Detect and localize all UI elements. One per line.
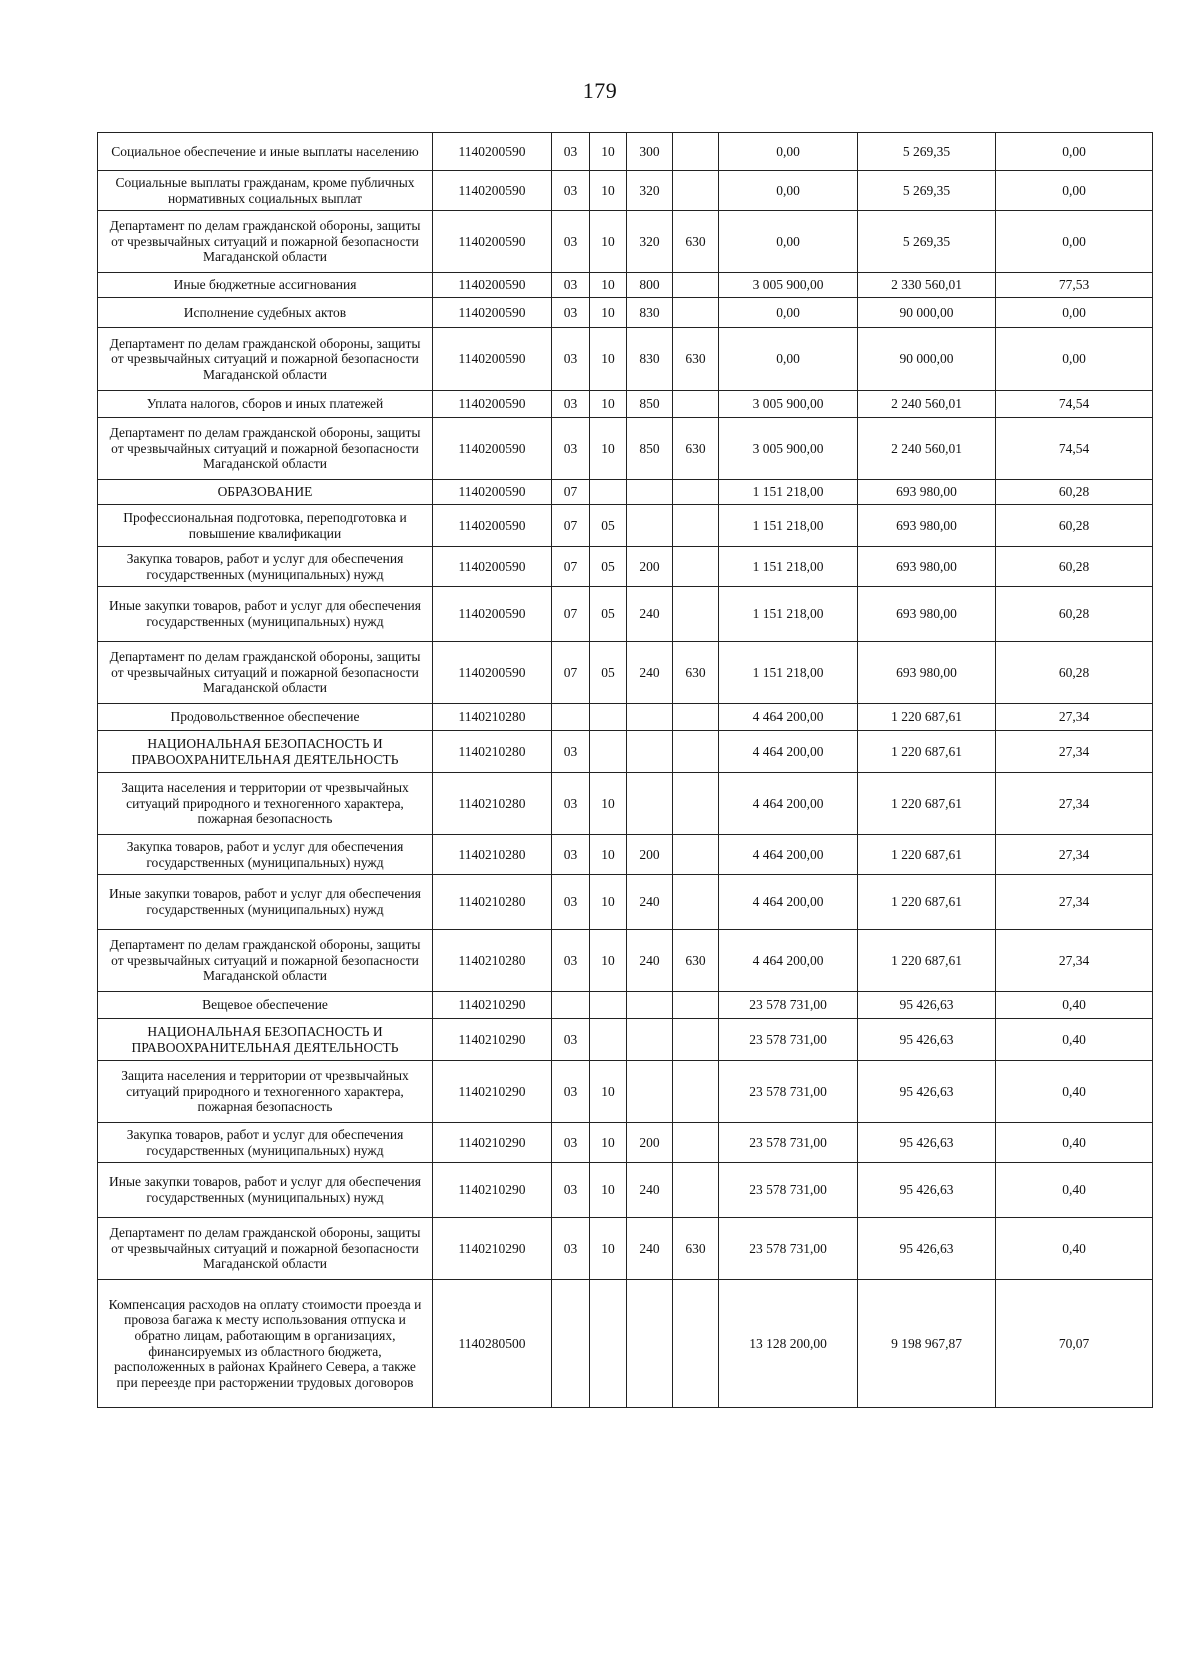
cell-vr: 320 — [627, 211, 673, 273]
cell-csr: 1140210280 — [433, 704, 552, 731]
cell-csr: 1140210290 — [433, 1061, 552, 1123]
cell-plan: 1 151 218,00 — [719, 480, 858, 505]
cell-rz: 03 — [552, 328, 590, 391]
table-row — [98, 731, 1153, 773]
cell-vr: 240 — [627, 875, 673, 930]
cell-pct: 27,34 — [996, 930, 1153, 992]
cell-vr: 830 — [627, 298, 673, 328]
cell-exec: 1 220 687,61 — [858, 773, 996, 835]
cell-plan: 0,00 — [719, 211, 858, 273]
cell-exec: 693 980,00 — [858, 480, 996, 505]
cell-name: Вещевое обеспечение — [98, 992, 433, 1019]
cell-plan: 3 005 900,00 — [719, 418, 858, 480]
cell-csr: 1140200590 — [433, 133, 552, 171]
cell-rz — [552, 704, 590, 731]
cell-exec: 2 240 560,01 — [858, 418, 996, 480]
cell-plan: 23 578 731,00 — [719, 1061, 858, 1123]
cell-pr: 10 — [590, 1123, 627, 1163]
cell-rz: 03 — [552, 298, 590, 328]
cell-exec: 95 426,63 — [858, 1163, 996, 1218]
cell-exec: 1 220 687,61 — [858, 731, 996, 773]
cell-pct: 70,07 — [996, 1280, 1153, 1408]
cell-plan: 13 128 200,00 — [719, 1280, 858, 1408]
budget-table — [97, 132, 1153, 1408]
cell-grbs — [673, 273, 719, 298]
cell-exec: 693 980,00 — [858, 505, 996, 547]
cell-plan: 1 151 218,00 — [719, 505, 858, 547]
cell-pr — [590, 992, 627, 1019]
cell-csr: 1140210280 — [433, 731, 552, 773]
cell-pct: 0,40 — [996, 1019, 1153, 1061]
cell-grbs — [673, 298, 719, 328]
cell-plan: 1 151 218,00 — [719, 642, 858, 704]
table-row — [98, 1061, 1153, 1123]
cell-csr: 1140200590 — [433, 298, 552, 328]
cell-grbs — [673, 835, 719, 875]
table-row — [98, 835, 1153, 875]
table-row — [98, 298, 1153, 328]
cell-csr: 1140200590 — [433, 328, 552, 391]
cell-vr: 830 — [627, 328, 673, 391]
cell-rz: 03 — [552, 133, 590, 171]
cell-pct: 0,40 — [996, 1123, 1153, 1163]
cell-vr: 800 — [627, 273, 673, 298]
cell-csr: 1140200590 — [433, 418, 552, 480]
cell-pr: 10 — [590, 133, 627, 171]
cell-exec: 1 220 687,61 — [858, 704, 996, 731]
cell-pr: 05 — [590, 642, 627, 704]
page-number: 179 — [582, 78, 618, 103]
table-row — [98, 273, 1153, 298]
cell-csr: 1140210290 — [433, 1218, 552, 1280]
cell-grbs — [673, 1019, 719, 1061]
cell-csr: 1140200590 — [433, 211, 552, 273]
table-row — [98, 547, 1153, 587]
cell-csr: 1140210290 — [433, 1019, 552, 1061]
cell-grbs — [673, 704, 719, 731]
cell-exec: 90 000,00 — [858, 328, 996, 391]
cell-vr — [627, 1280, 673, 1408]
table-row — [98, 875, 1153, 930]
cell-pct: 27,34 — [996, 875, 1153, 930]
cell-vr — [627, 704, 673, 731]
cell-csr: 1140210290 — [433, 1163, 552, 1218]
table-body — [98, 133, 1153, 1408]
cell-plan: 0,00 — [719, 133, 858, 171]
cell-plan: 4 464 200,00 — [719, 704, 858, 731]
cell-pr: 10 — [590, 1163, 627, 1218]
cell-pct: 0,00 — [996, 133, 1153, 171]
cell-grbs — [673, 1280, 719, 1408]
cell-csr: 1140200590 — [433, 547, 552, 587]
cell-vr — [627, 992, 673, 1019]
cell-pr: 10 — [590, 171, 627, 211]
cell-vr — [627, 1061, 673, 1123]
cell-vr: 850 — [627, 391, 673, 418]
cell-name: ОБРАЗОВАНИЕ — [98, 480, 433, 505]
cell-rz: 03 — [552, 731, 590, 773]
table-row — [98, 480, 1153, 505]
cell-vr: 240 — [627, 1163, 673, 1218]
cell-plan: 23 578 731,00 — [719, 992, 858, 1019]
cell-vr — [627, 480, 673, 505]
cell-name: Защита населения и территории от чрезвычайных ситуаций природного и техногенного характера, пожарная безопасность — [98, 1061, 433, 1123]
cell-rz: 07 — [552, 642, 590, 704]
cell-pct: 0,00 — [996, 298, 1153, 328]
cell-grbs — [673, 587, 719, 642]
cell-grbs — [673, 731, 719, 773]
cell-csr: 1140210290 — [433, 992, 552, 1019]
cell-exec: 95 426,63 — [858, 1061, 996, 1123]
cell-exec: 693 980,00 — [858, 587, 996, 642]
cell-rz: 03 — [552, 211, 590, 273]
cell-name: Социальные выплаты гражданам, кроме публичных нормативных социальных выплат — [98, 171, 433, 211]
cell-plan: 0,00 — [719, 328, 858, 391]
cell-pr — [590, 480, 627, 505]
cell-grbs — [673, 992, 719, 1019]
cell-exec: 693 980,00 — [858, 547, 996, 587]
cell-grbs — [673, 480, 719, 505]
table-row — [98, 211, 1153, 273]
cell-pr: 05 — [590, 505, 627, 547]
cell-exec: 1 220 687,61 — [858, 930, 996, 992]
cell-rz: 07 — [552, 480, 590, 505]
cell-pct: 27,34 — [996, 773, 1153, 835]
cell-csr: 1140200590 — [433, 480, 552, 505]
cell-pct: 27,34 — [996, 835, 1153, 875]
cell-exec: 1 220 687,61 — [858, 835, 996, 875]
cell-pct: 60,28 — [996, 642, 1153, 704]
cell-rz: 03 — [552, 1218, 590, 1280]
cell-name: Компенсация расходов на оплату стоимости проезда и провоза багажа к месту использования отпуска и обратно лицам, работающим в организациях, финансируемых из областного бюджета, расположенных в районах Крайнего Севера, а также при переезде при расторжении трудовых договоров — [98, 1280, 433, 1408]
cell-pct: 27,34 — [996, 731, 1153, 773]
cell-pr: 05 — [590, 587, 627, 642]
cell-rz: 07 — [552, 547, 590, 587]
cell-plan: 23 578 731,00 — [719, 1218, 858, 1280]
table-row — [98, 133, 1153, 171]
cell-grbs: 630 — [673, 1218, 719, 1280]
cell-vr: 200 — [627, 547, 673, 587]
cell-pct: 0,40 — [996, 992, 1153, 1019]
cell-vr: 850 — [627, 418, 673, 480]
table-row — [98, 171, 1153, 211]
cell-csr: 1140210280 — [433, 773, 552, 835]
cell-exec: 693 980,00 — [858, 642, 996, 704]
cell-plan: 4 464 200,00 — [719, 773, 858, 835]
cell-exec: 95 426,63 — [858, 1218, 996, 1280]
cell-rz: 03 — [552, 171, 590, 211]
cell-rz: 03 — [552, 1061, 590, 1123]
cell-plan: 23 578 731,00 — [719, 1163, 858, 1218]
cell-name: Департамент по делам гражданской обороны, защиты от чрезвычайных ситуаций и пожарной безопасности Магаданской области — [98, 642, 433, 704]
cell-vr: 200 — [627, 835, 673, 875]
cell-grbs — [673, 1061, 719, 1123]
cell-grbs — [673, 391, 719, 418]
cell-exec: 95 426,63 — [858, 1123, 996, 1163]
cell-rz: 03 — [552, 1123, 590, 1163]
cell-pct: 60,28 — [996, 505, 1153, 547]
cell-name: Исполнение судебных актов — [98, 298, 433, 328]
cell-pct: 0,00 — [996, 328, 1153, 391]
cell-grbs — [673, 547, 719, 587]
cell-name: НАЦИОНАЛЬНАЯ БЕЗОПАСНОСТЬ И ПРАВООХРАНИТЕЛЬНАЯ ДЕЯТЕЛЬНОСТЬ — [98, 1019, 433, 1061]
cell-pct: 74,54 — [996, 418, 1153, 480]
cell-vr: 320 — [627, 171, 673, 211]
cell-pr: 10 — [590, 875, 627, 930]
cell-pr: 10 — [590, 773, 627, 835]
cell-vr: 240 — [627, 1218, 673, 1280]
cell-pr: 10 — [590, 930, 627, 992]
cell-rz: 07 — [552, 587, 590, 642]
cell-plan: 4 464 200,00 — [719, 930, 858, 992]
cell-grbs: 630 — [673, 328, 719, 391]
cell-vr — [627, 731, 673, 773]
cell-pr: 10 — [590, 835, 627, 875]
cell-exec: 95 426,63 — [858, 992, 996, 1019]
cell-exec: 9 198 967,87 — [858, 1280, 996, 1408]
cell-exec: 95 426,63 — [858, 1019, 996, 1061]
cell-exec: 2 240 560,01 — [858, 391, 996, 418]
cell-grbs — [673, 133, 719, 171]
table-row — [98, 704, 1153, 731]
cell-pr — [590, 1019, 627, 1061]
cell-rz — [552, 1280, 590, 1408]
cell-pct: 74,54 — [996, 391, 1153, 418]
cell-csr: 1140210280 — [433, 835, 552, 875]
cell-csr: 1140200590 — [433, 171, 552, 211]
table-row — [98, 642, 1153, 704]
cell-grbs — [673, 505, 719, 547]
cell-vr — [627, 505, 673, 547]
cell-grbs: 630 — [673, 642, 719, 704]
table-row — [98, 1019, 1153, 1061]
cell-name: Закупка товаров, работ и услуг для обеспечения государственных (муниципальных) нужд — [98, 835, 433, 875]
cell-name: Департамент по делам гражданской обороны, защиты от чрезвычайных ситуаций и пожарной безопасности Магаданской области — [98, 1218, 433, 1280]
table-row — [98, 773, 1153, 835]
cell-exec: 90 000,00 — [858, 298, 996, 328]
cell-vr: 300 — [627, 133, 673, 171]
cell-name: Иные закупки товаров, работ и услуг для обеспечения государственных (муниципальных) нужд — [98, 875, 433, 930]
cell-vr: 200 — [627, 1123, 673, 1163]
table-row — [98, 1123, 1153, 1163]
cell-name: Социальное обеспечение и иные выплаты населению — [98, 133, 433, 171]
cell-pr: 10 — [590, 391, 627, 418]
cell-plan: 4 464 200,00 — [719, 835, 858, 875]
cell-name: Уплата налогов, сборов и иных платежей — [98, 391, 433, 418]
cell-pr — [590, 731, 627, 773]
cell-vr — [627, 773, 673, 835]
cell-pct: 60,28 — [996, 547, 1153, 587]
cell-pct: 27,34 — [996, 704, 1153, 731]
cell-pr: 10 — [590, 273, 627, 298]
cell-vr: 240 — [627, 930, 673, 992]
cell-name: НАЦИОНАЛЬНАЯ БЕЗОПАСНОСТЬ И ПРАВООХРАНИТЕЛЬНАЯ ДЕЯТЕЛЬНОСТЬ — [98, 731, 433, 773]
cell-pr: 10 — [590, 1061, 627, 1123]
table-row — [98, 418, 1153, 480]
cell-pct: 60,28 — [996, 480, 1153, 505]
cell-exec: 5 269,35 — [858, 211, 996, 273]
cell-csr: 1140280500 — [433, 1280, 552, 1408]
table-row — [98, 1280, 1153, 1408]
cell-name: Департамент по делам гражданской обороны, защиты от чрезвычайных ситуаций и пожарной безопасности Магаданской области — [98, 211, 433, 273]
cell-csr: 1140210290 — [433, 1123, 552, 1163]
table-row — [98, 391, 1153, 418]
cell-plan: 0,00 — [719, 298, 858, 328]
cell-csr: 1140200590 — [433, 505, 552, 547]
cell-plan: 3 005 900,00 — [719, 273, 858, 298]
cell-rz: 03 — [552, 930, 590, 992]
cell-pct: 0,40 — [996, 1218, 1153, 1280]
cell-exec: 5 269,35 — [858, 133, 996, 171]
cell-plan: 3 005 900,00 — [719, 391, 858, 418]
cell-pct: 77,53 — [996, 273, 1153, 298]
cell-pr: 10 — [590, 211, 627, 273]
cell-pct: 60,28 — [996, 587, 1153, 642]
cell-name: Департамент по делам гражданской обороны, защиты от чрезвычайных ситуаций и пожарной безопасности Магаданской области — [98, 328, 433, 391]
cell-csr: 1140200590 — [433, 391, 552, 418]
cell-name: Закупка товаров, работ и услуг для обеспечения государственных (муниципальных) нужд — [98, 547, 433, 587]
cell-rz: 03 — [552, 1163, 590, 1218]
cell-grbs — [673, 1163, 719, 1218]
cell-name: Департамент по делам гражданской обороны, защиты от чрезвычайных ситуаций и пожарной безопасности Магаданской области — [98, 418, 433, 480]
cell-pr: 10 — [590, 418, 627, 480]
cell-rz: 03 — [552, 835, 590, 875]
cell-pct: 0,40 — [996, 1163, 1153, 1218]
table-row — [98, 328, 1153, 391]
table-row — [98, 930, 1153, 992]
cell-rz: 03 — [552, 418, 590, 480]
cell-grbs — [673, 171, 719, 211]
cell-pct: 0,40 — [996, 1061, 1153, 1123]
cell-pr: 10 — [590, 328, 627, 391]
cell-rz: 03 — [552, 773, 590, 835]
cell-grbs — [673, 875, 719, 930]
cell-csr: 1140210280 — [433, 875, 552, 930]
cell-csr: 1140200590 — [433, 642, 552, 704]
cell-pct: 0,00 — [996, 211, 1153, 273]
cell-csr: 1140210280 — [433, 930, 552, 992]
cell-name: Профессиональная подготовка, переподготовка и повышение квалификации — [98, 505, 433, 547]
cell-pr: 05 — [590, 547, 627, 587]
cell-rz: 07 — [552, 505, 590, 547]
cell-vr — [627, 1019, 673, 1061]
cell-name: Иные закупки товаров, работ и услуг для обеспечения государственных (муниципальных) нужд — [98, 587, 433, 642]
cell-plan: 1 151 218,00 — [719, 587, 858, 642]
cell-rz: 03 — [552, 875, 590, 930]
cell-vr: 240 — [627, 642, 673, 704]
cell-plan: 23 578 731,00 — [719, 1019, 858, 1061]
cell-name: Иные закупки товаров, работ и услуг для обеспечения государственных (муниципальных) нужд — [98, 1163, 433, 1218]
cell-exec: 5 269,35 — [858, 171, 996, 211]
cell-grbs: 630 — [673, 418, 719, 480]
cell-plan: 23 578 731,00 — [719, 1123, 858, 1163]
table-row — [98, 1218, 1153, 1280]
table-row — [98, 587, 1153, 642]
table-row — [98, 505, 1153, 547]
cell-name: Иные бюджетные ассигнования — [98, 273, 433, 298]
cell-grbs: 630 — [673, 930, 719, 992]
cell-plan: 4 464 200,00 — [719, 875, 858, 930]
cell-csr: 1140200590 — [433, 273, 552, 298]
cell-csr: 1140200590 — [433, 587, 552, 642]
cell-grbs: 630 — [673, 211, 719, 273]
cell-rz: 03 — [552, 273, 590, 298]
table-row — [98, 992, 1153, 1019]
cell-grbs — [673, 1123, 719, 1163]
table-row — [98, 1163, 1153, 1218]
cell-vr: 240 — [627, 587, 673, 642]
cell-pr: 10 — [590, 298, 627, 328]
cell-pr — [590, 1280, 627, 1408]
cell-pr: 10 — [590, 1218, 627, 1280]
cell-name: Департамент по делам гражданской обороны, защиты от чрезвычайных ситуаций и пожарной безопасности Магаданской области — [98, 930, 433, 992]
cell-plan: 4 464 200,00 — [719, 731, 858, 773]
cell-rz: 03 — [552, 1019, 590, 1061]
cell-pr — [590, 704, 627, 731]
cell-name: Защита населения и территории от чрезвычайных ситуаций природного и техногенного характера, пожарная безопасность — [98, 773, 433, 835]
cell-exec: 1 220 687,61 — [858, 875, 996, 930]
cell-pct: 0,00 — [996, 171, 1153, 211]
cell-plan: 0,00 — [719, 171, 858, 211]
cell-rz: 03 — [552, 391, 590, 418]
cell-plan: 1 151 218,00 — [719, 547, 858, 587]
cell-name: Закупка товаров, работ и услуг для обеспечения государственных (муниципальных) нужд — [98, 1123, 433, 1163]
cell-rz — [552, 992, 590, 1019]
cell-grbs — [673, 773, 719, 835]
cell-exec: 2 330 560,01 — [858, 273, 996, 298]
cell-name: Продовольственное обеспечение — [98, 704, 433, 731]
